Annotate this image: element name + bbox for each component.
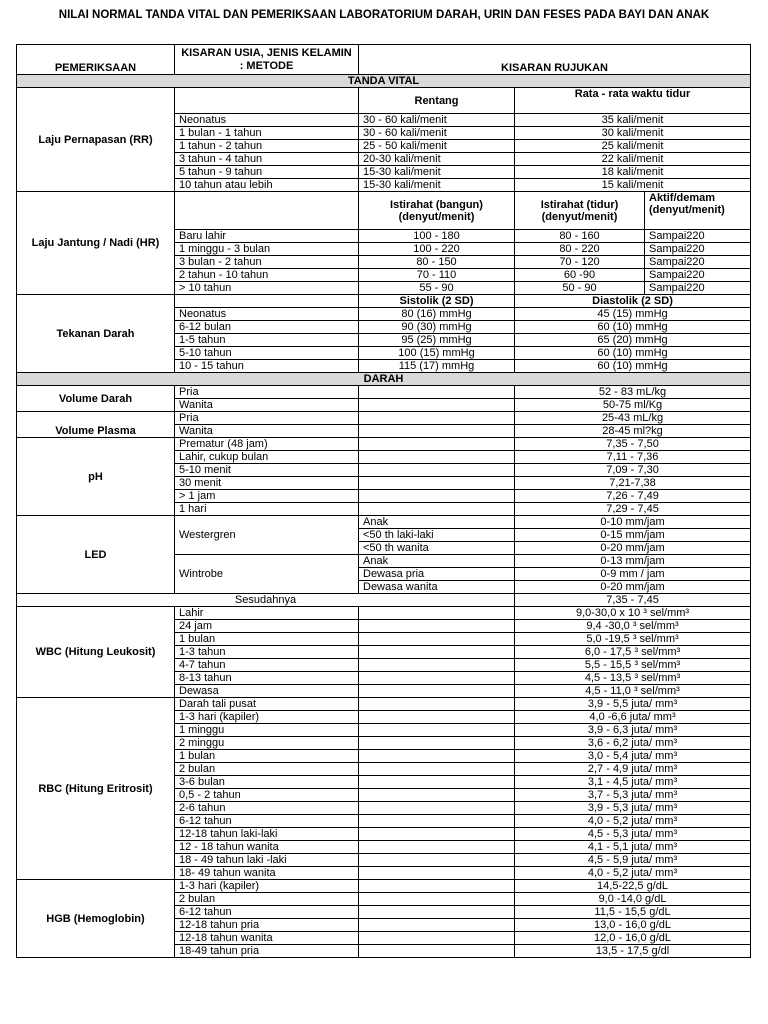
empty-cell (359, 854, 515, 867)
value-cell: 7,09 - 7,30 (515, 464, 751, 477)
value-cell: 4,1 - 5,1 juta/ mm³ (515, 841, 751, 854)
value-cell: 20-30 kali/menit (359, 153, 515, 166)
value-cell: 0-10 mm/jam (515, 516, 751, 529)
wbc-label: WBC (Hitung Leukosit) (17, 607, 175, 698)
empty-cell (359, 412, 515, 425)
document-title: NILAI NORMAL TANDA VITAL DAN PEMERIKSAAN LABORATORIUM DARAH, URIN DAN FESES PADA BAYI DAN ANAK (58, 9, 710, 21)
age-cell: 6-12 tahun (175, 906, 359, 919)
age-cell: 1 minggu (175, 724, 359, 737)
age-cell: > 1 jam (175, 490, 359, 503)
value-cell: 15 kali/menit (515, 179, 751, 192)
value-cell: 100 - 180 (359, 230, 515, 243)
value-cell: 25 - 50 kali/menit (359, 140, 515, 153)
hr-h-aktif: Aktif/demam (denyut/menit) (645, 192, 751, 230)
value-cell: 3,6 - 6,2 juta/ mm³ (515, 737, 751, 750)
vp-label: Volume Plasma (17, 412, 175, 438)
age-cell: 2 minggu (175, 737, 359, 750)
age-cell: Dewasa (175, 685, 359, 698)
age-cell: Baru lahir (175, 230, 359, 243)
led-label: LED (17, 516, 175, 594)
value-cell: 15-30 kali/menit (359, 179, 515, 192)
empty-cell (359, 880, 515, 893)
empty-cell (359, 659, 515, 672)
value-cell: 3,0 - 5,4 juta/ mm³ (515, 750, 751, 763)
age-cell: 12-18 tahun pria (175, 919, 359, 932)
age-cell: 1-5 tahun (175, 334, 359, 347)
value-cell: 80 - 150 (359, 256, 515, 269)
age-cell: Anak (359, 516, 515, 529)
hr-header-row (17, 192, 751, 230)
value-cell: 14,5-22,5 g/dL (515, 880, 751, 893)
value-cell: 52 - 83 mL/kg (515, 386, 751, 399)
empty-cell (359, 425, 515, 438)
value-cell: 28-45 ml?kg (515, 425, 751, 438)
empty-cell (359, 464, 515, 477)
age-cell: Neonatus (175, 308, 359, 321)
hr-h-tidur: Istirahat (tidur) (denyut/menit) (515, 192, 645, 230)
value-cell: 3,7 - 5,3 juta/ mm³ (515, 789, 751, 802)
value-cell: 3,1 - 4,5 juta/ mm³ (515, 776, 751, 789)
section-darah: DARAH (17, 373, 751, 386)
age-cell: 10 - 15 tahun (175, 360, 359, 373)
age-cell: 1 minggu - 3 bulan (175, 243, 359, 256)
value-cell: 5,0 -19,5 ³ sel/mm³ (515, 633, 751, 646)
age-cell: Dewasa pria (359, 568, 515, 581)
vp-row (17, 412, 751, 425)
value-cell: 100 - 220 (359, 243, 515, 256)
age-cell: 10 tahun atau lebih (175, 179, 359, 192)
vd-row (17, 386, 751, 399)
value-cell: 60 (10) mmHg (515, 360, 751, 373)
value-cell: 7,26 - 7,49 (515, 490, 751, 503)
value-cell: 12,0 - 16,0 g/dL (515, 932, 751, 945)
age-cell: 1 tahun - 2 tahun (175, 140, 359, 153)
led-after-row (17, 594, 751, 607)
age-cell: 6-12 tahun (175, 815, 359, 828)
age-cell: <50 th laki-laki (359, 529, 515, 542)
empty-cell (359, 919, 515, 932)
empty-cell (359, 841, 515, 854)
value-cell: 9,0-30,0 x 10 ³ sel/mm³ (515, 607, 751, 620)
value-cell: 30 - 60 kali/menit (359, 114, 515, 127)
empty-cell (359, 724, 515, 737)
value-cell: 2,7 - 4,9 juta/ mm³ (515, 763, 751, 776)
value-cell: 60 (10) mmHg (515, 321, 751, 334)
value-cell: 15-30 kali/menit (359, 166, 515, 179)
empty-cell (359, 828, 515, 841)
value-cell: 0-20 mm/jam (515, 581, 751, 594)
value-cell: Sampai220 (645, 230, 751, 243)
wbc-row (17, 607, 751, 620)
rr-label: Laju Pernapasan (RR) (17, 88, 175, 192)
rbc-row (17, 698, 751, 711)
value-cell: 30 - 60 kali/menit (359, 127, 515, 140)
value-cell: 7,11 - 7,36 (515, 451, 751, 464)
value-cell: 9,4 -30,0 ³ sel/mm³ (515, 620, 751, 633)
value-cell: 3,9 - 5,5 juta/ mm³ (515, 698, 751, 711)
hr-blank (175, 192, 359, 230)
rr-blank (175, 88, 359, 114)
age-cell: 2 bulan (175, 893, 359, 906)
value-cell: 9,0 -14,0 g/dL (515, 893, 751, 906)
age-cell: 5-10 menit (175, 464, 359, 477)
value-cell: 18 kali/menit (515, 166, 751, 179)
age-cell: 1 hari (175, 503, 359, 516)
age-cell: 2 tahun - 10 tahun (175, 269, 359, 282)
age-cell: 2-6 tahun (175, 802, 359, 815)
age-cell: Wanita (175, 399, 359, 412)
empty-cell (359, 620, 515, 633)
vd-label: Volume Darah (17, 386, 175, 412)
value-cell: 90 (30) mmHg (359, 321, 515, 334)
bp-h-diastolik: Diastolik (2 SD) (515, 295, 751, 308)
value-cell: 100 (15) mmHg (359, 347, 515, 360)
value-cell: 60 (10) mmHg (515, 347, 751, 360)
value-cell: 95 (25) mmHg (359, 334, 515, 347)
empty-cell (359, 906, 515, 919)
age-cell: 18- 49 tahun wanita (175, 867, 359, 880)
age-cell: Lahir (175, 607, 359, 620)
value-cell: 50 - 90 (515, 282, 645, 295)
empty-cell (359, 672, 515, 685)
value-cell: Sampai220 (645, 282, 751, 295)
age-cell: Anak (359, 555, 515, 568)
age-cell: 12-18 tahun wanita (175, 932, 359, 945)
rbc-label: RBC (Hitung Eritrosit) (17, 698, 175, 880)
empty-cell (359, 399, 515, 412)
section-row-darah (17, 373, 751, 386)
led-wintrobe: Wintrobe (175, 555, 359, 594)
empty-cell (359, 737, 515, 750)
age-cell: Dewasa wanita (359, 581, 515, 594)
empty-cell (359, 490, 515, 503)
age-cell: 18-49 tahun pria (175, 945, 359, 958)
empty-cell (359, 945, 515, 958)
bp-header-row (17, 295, 751, 308)
header-kisaran-usia: KISARAN USIA, JENIS KELAMIN : METODE (175, 45, 359, 75)
age-cell: 1-3 hari (kapiler) (175, 711, 359, 724)
table-body (17, 45, 751, 958)
age-cell: 5-10 tahun (175, 347, 359, 360)
reference-table (16, 44, 751, 958)
rr-h-rentang: Rentang (359, 88, 515, 114)
bp-blank (175, 295, 359, 308)
empty-cell (359, 802, 515, 815)
value-cell: 4,5 - 5,3 juta/ mm³ (515, 828, 751, 841)
value-cell: 70 - 110 (359, 269, 515, 282)
empty-cell (359, 451, 515, 464)
value-cell: 13,5 - 17,5 g/dl (515, 945, 751, 958)
bp-h-sistolik: Sistolik (2 SD) (359, 295, 515, 308)
age-cell: 2 bulan (175, 763, 359, 776)
empty-cell (359, 607, 515, 620)
age-cell: 3 tahun - 4 tahun (175, 153, 359, 166)
ph-row (17, 438, 751, 451)
value-cell: 30 kali/menit (515, 127, 751, 140)
bp-label: Tekanan Darah (17, 295, 175, 373)
value-cell: 50-75 ml/Kg (515, 399, 751, 412)
empty-cell (359, 698, 515, 711)
age-cell: Neonatus (175, 114, 359, 127)
age-cell: 5 tahun - 9 tahun (175, 166, 359, 179)
value-cell: 80 - 220 (515, 243, 645, 256)
value-cell: 7,21-7,38 (515, 477, 751, 490)
value-cell: 80 - 160 (515, 230, 645, 243)
empty-cell (359, 477, 515, 490)
value-cell: 6,0 - 17,5 ³ sel/mm³ (515, 646, 751, 659)
value-cell: 4,0 - 5,2 juta/ mm³ (515, 815, 751, 828)
age-cell: Prematur (48 jam) (175, 438, 359, 451)
hr-h-bangun: Istirahat (bangun) (denyut/menit) (359, 192, 515, 230)
value-cell: 25 kali/menit (515, 140, 751, 153)
age-cell: Darah tali pusat (175, 698, 359, 711)
hgb-label: HGB (Hemoglobin) (17, 880, 175, 958)
value-cell: 0-9 mm / jam (515, 568, 751, 581)
age-cell: Lahir, cukup bulan (175, 451, 359, 464)
value-cell: 4,5 - 13,5 ³ sel/mm³ (515, 672, 751, 685)
hgb-row (17, 880, 751, 893)
rr-h-rata: Rata - rata waktu tidur (515, 88, 751, 114)
age-cell: 12 - 18 tahun wanita (175, 841, 359, 854)
header-pemeriksaan: PEMERIKSAAN (17, 45, 175, 75)
value-cell: 3,9 - 5,3 juta/ mm³ (515, 802, 751, 815)
value-cell: Sampai220 (645, 243, 751, 256)
age-cell: 24 jam (175, 620, 359, 633)
empty-cell (359, 893, 515, 906)
value-cell: 25-43 mL/kg (515, 412, 751, 425)
rr-header-row (17, 88, 751, 114)
value-cell: 0-13 mm/jam (515, 555, 751, 568)
empty-cell (359, 763, 515, 776)
ph-label: pH (17, 438, 175, 516)
value-cell: 4,5 - 11,0 ³ sel/mm³ (515, 685, 751, 698)
table-header-row (17, 45, 751, 75)
section-row-tanda-vital (17, 75, 751, 88)
age-cell: 18 - 49 tahun laki -laki (175, 854, 359, 867)
empty-cell (359, 750, 515, 763)
empty-cell (359, 932, 515, 945)
value-cell: 80 (16) mmHg (359, 308, 515, 321)
age-cell: Wanita (175, 425, 359, 438)
empty-cell (359, 438, 515, 451)
age-cell: 1-3 tahun (175, 646, 359, 659)
value-cell: 7,35 - 7,45 (515, 594, 751, 607)
age-cell: 1 bulan (175, 750, 359, 763)
led-row (17, 516, 751, 529)
section-tanda-vital: TANDA VITAL (17, 75, 751, 88)
hr-label: Laju Jantung / Nadi (HR) (17, 192, 175, 295)
value-cell: 4,5 - 5,9 juta/ mm³ (515, 854, 751, 867)
value-cell: 3,9 - 6,3 juta/ mm³ (515, 724, 751, 737)
empty-cell (359, 789, 515, 802)
value-cell: 65 (20) mmHg (515, 334, 751, 347)
value-cell: 13,0 - 16,0 g/dL (515, 919, 751, 932)
header-kisaran-rujukan: KISARAN RUJUKAN (359, 45, 751, 75)
value-cell: 35 kali/menit (515, 114, 751, 127)
age-cell: 4-7 tahun (175, 659, 359, 672)
value-cell: Sampai220 (645, 269, 751, 282)
age-cell: 1 bulan - 1 tahun (175, 127, 359, 140)
empty-cell (359, 685, 515, 698)
value-cell: 4,0 - 5,2 juta/ mm³ (515, 867, 751, 880)
value-cell: 0-20 mm/jam (515, 542, 751, 555)
age-cell: 30 menit (175, 477, 359, 490)
empty-cell (359, 711, 515, 724)
empty-cell (359, 633, 515, 646)
led-westergren: Westergren (175, 516, 359, 555)
age-cell: 3-6 bulan (175, 776, 359, 789)
age-cell: > 10 tahun (175, 282, 359, 295)
led-sesudahnya: Sesudahnya (17, 594, 515, 607)
age-cell: 1-3 hari (kapiler) (175, 880, 359, 893)
age-cell: 12-18 tahun laki-laki (175, 828, 359, 841)
value-cell: 4,0 -6,6 juta/ mm³ (515, 711, 751, 724)
age-cell: 6-12 bulan (175, 321, 359, 334)
value-cell: 70 - 120 (515, 256, 645, 269)
value-cell: 11,5 - 15,5 g/dL (515, 906, 751, 919)
value-cell: 60 -90 (515, 269, 645, 282)
empty-cell (359, 776, 515, 789)
age-cell: 0,5 - 2 tahun (175, 789, 359, 802)
value-cell: 0-15 mm/jam (515, 529, 751, 542)
empty-cell (359, 646, 515, 659)
value-cell: 22 kali/menit (515, 153, 751, 166)
empty-cell (359, 386, 515, 399)
age-cell: Pria (175, 412, 359, 425)
empty-cell (359, 815, 515, 828)
value-cell: Sampai220 (645, 256, 751, 269)
age-cell: <50 th wanita (359, 542, 515, 555)
age-cell: 1 bulan (175, 633, 359, 646)
value-cell: 7,29 - 7,45 (515, 503, 751, 516)
age-cell: 8-13 tahun (175, 672, 359, 685)
value-cell: 115 (17) mmHg (359, 360, 515, 373)
value-cell: 45 (15) mmHg (515, 308, 751, 321)
age-cell: 3 bulan - 2 tahun (175, 256, 359, 269)
value-cell: 7,35 - 7,50 (515, 438, 751, 451)
empty-cell (359, 867, 515, 880)
age-cell: Pria (175, 386, 359, 399)
value-cell: 55 - 90 (359, 282, 515, 295)
empty-cell (359, 503, 515, 516)
value-cell: 5,5 - 15,5 ³ sel/mm³ (515, 659, 751, 672)
